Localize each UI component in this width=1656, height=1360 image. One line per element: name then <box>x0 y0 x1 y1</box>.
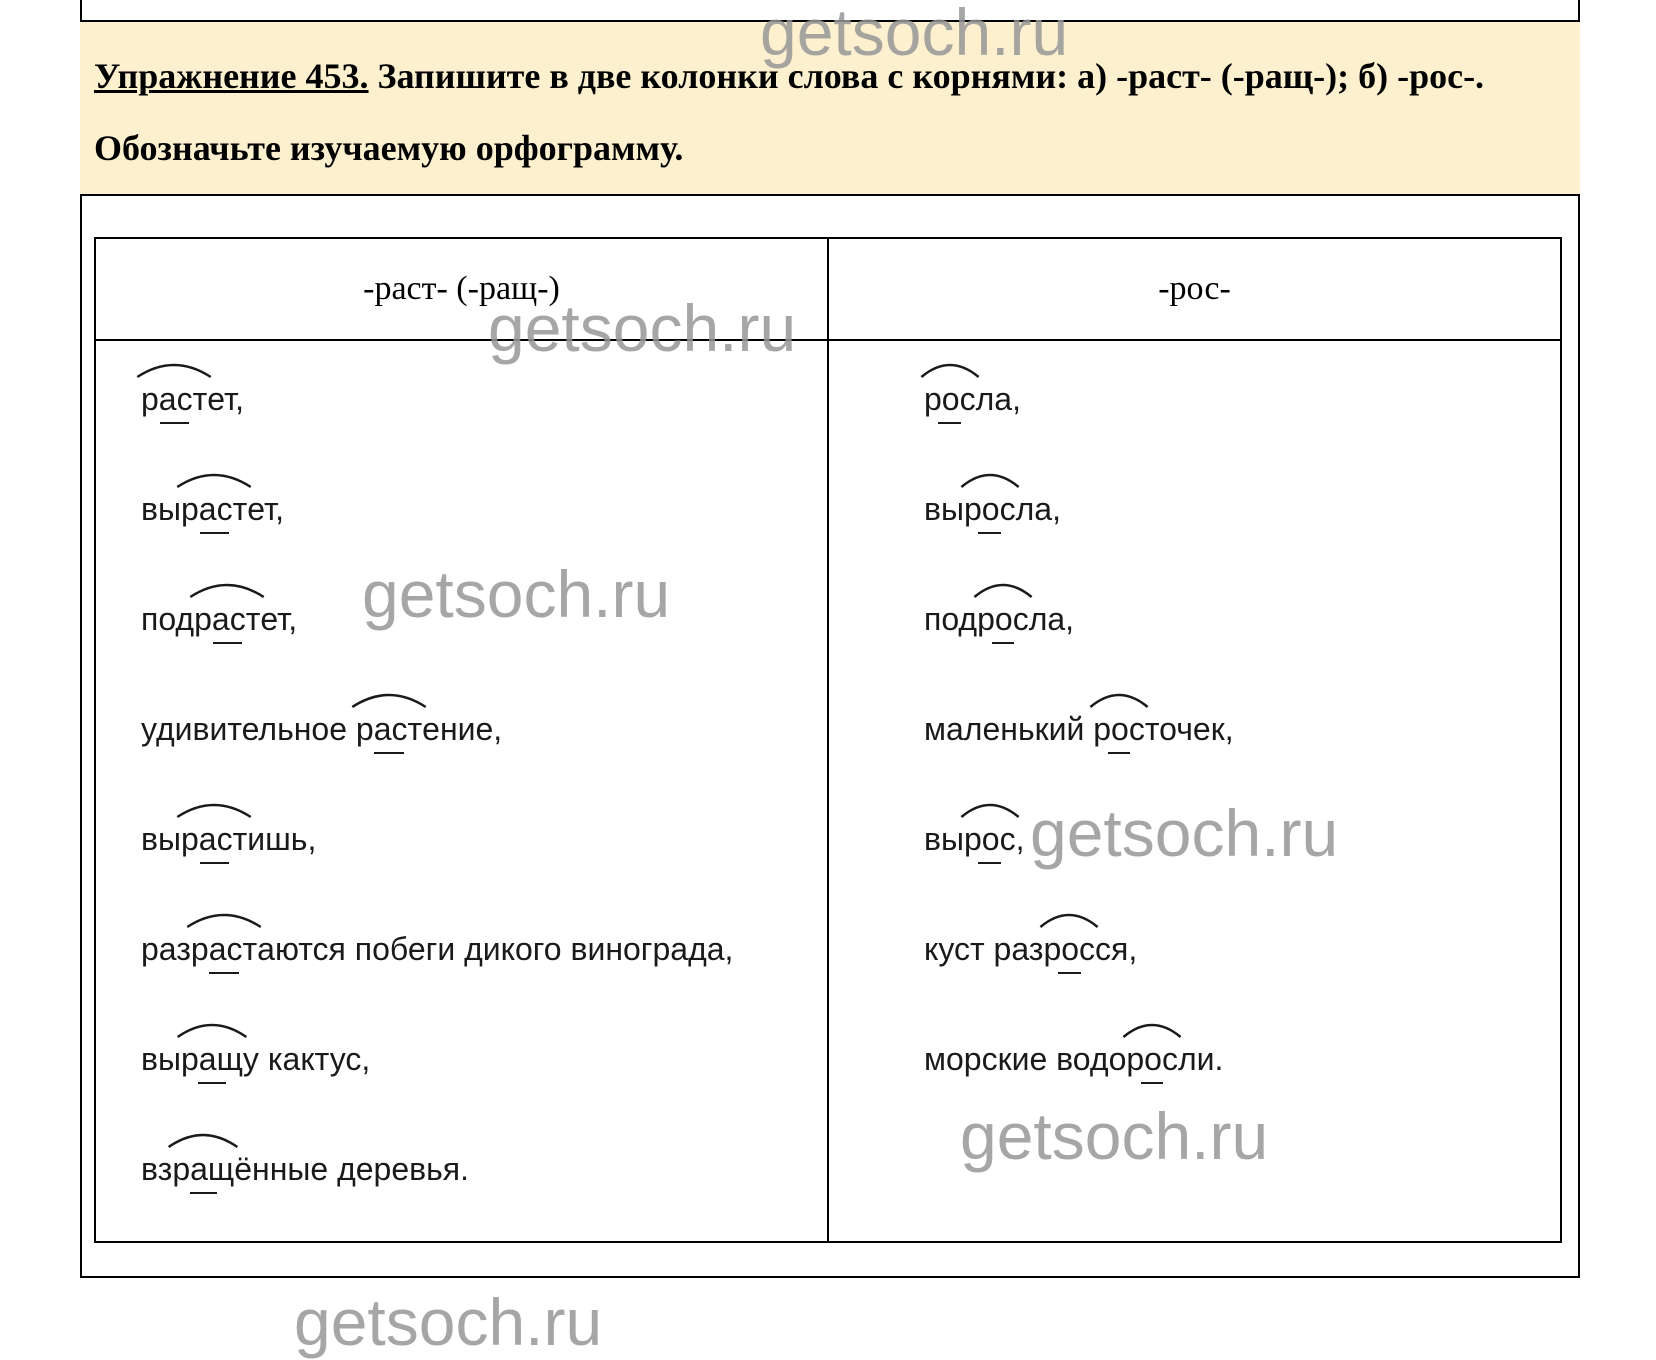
word-prefix: вы <box>141 821 181 857</box>
root-arc-mark <box>175 797 253 819</box>
ros-word-item <box>924 1041 1223 1078</box>
word-root: раст <box>194 601 260 638</box>
word-prefix: морские водо <box>924 1041 1127 1077</box>
column-header-ros: -рос- <box>828 238 1561 340</box>
word-ending: ённые деревья. <box>234 1151 470 1187</box>
column-rast <box>96 341 827 1241</box>
rast-word-item <box>141 1041 370 1078</box>
vowel-underline-mark <box>198 1082 225 1084</box>
word-root: рос <box>1093 711 1145 748</box>
root-arc-mark <box>959 797 1020 819</box>
rast-word-item <box>141 1151 469 1188</box>
exercise-instruction: Запишите в две колонки слова с корнями: а) -раст- (-ращ-); б) -рос-. Обозначьте изучаемую орфограмму. <box>94 56 1485 168</box>
root-arc-mark <box>175 1017 248 1039</box>
ros-word-item <box>924 491 1061 528</box>
rast-word-item <box>141 601 297 638</box>
rast-word-item <box>141 491 284 528</box>
word-prefix: вз <box>141 1151 173 1187</box>
vowel-underline-mark <box>190 1192 217 1194</box>
word-ending: ет, <box>260 601 298 637</box>
watermark: getsoch.ru <box>362 557 671 631</box>
vowel-underline-mark <box>200 862 229 864</box>
word-ending: ся, <box>1095 931 1138 967</box>
word-root: раст <box>141 381 207 418</box>
word-prefix: удивительное <box>141 711 356 747</box>
word-root: рос <box>1043 931 1095 968</box>
word-ending: ет, <box>247 491 284 527</box>
word-prefix: под <box>924 601 978 637</box>
ros-word-item <box>924 821 1024 858</box>
rast-word-item <box>141 821 316 858</box>
word-prefix: вы <box>924 821 964 857</box>
vowel-underline-mark <box>1141 1082 1164 1084</box>
word-prefix: вы <box>141 491 181 527</box>
word-ending: аются побеги дикого винограда, <box>257 931 734 967</box>
root-arc-mark <box>959 467 1020 489</box>
word-root: раст <box>181 491 247 528</box>
word-ending: ение, <box>422 711 503 747</box>
word-ending: точек, <box>1144 711 1234 747</box>
word-root: рос <box>964 821 1016 858</box>
root-arc-mark <box>135 357 213 379</box>
word-ending: ла, <box>1028 601 1075 637</box>
vowel-underline-mark <box>200 532 229 534</box>
rast-word-item <box>141 931 733 968</box>
column-ros <box>829 341 1560 1241</box>
word-prefix: под <box>141 601 195 637</box>
vowel-underline-mark <box>160 422 189 424</box>
root-arc-mark <box>350 687 428 709</box>
word-root: ращ <box>172 1151 234 1188</box>
root-arc-mark <box>175 467 253 489</box>
word-ending: ли. <box>1177 1041 1224 1077</box>
word-ending: , <box>1015 821 1025 857</box>
word-prefix: куст раз <box>924 931 1044 967</box>
vowel-underline-mark <box>209 972 238 974</box>
watermark: getsoch.ru <box>960 1099 1269 1173</box>
word-ending: ет, <box>207 381 244 417</box>
root-arc-mark <box>1039 907 1100 929</box>
ros-word-item <box>924 931 1137 968</box>
vowel-underline-mark <box>978 862 1001 864</box>
watermark: getsoch.ru <box>488 291 797 365</box>
root-arc-mark <box>167 1127 240 1149</box>
word-prefix: маленький <box>924 711 1094 747</box>
vowel-underline-mark <box>374 752 403 754</box>
word-ending: у кактус, <box>242 1041 371 1077</box>
rast-word-item <box>141 711 502 748</box>
root-arc-mark <box>972 577 1033 599</box>
word-root: рос <box>1126 1041 1178 1078</box>
word-prefix: раз <box>141 931 191 967</box>
word-root: раст <box>181 821 247 858</box>
word-root: рос <box>924 381 976 418</box>
word-root: раст <box>356 711 422 748</box>
root-arc-mark <box>185 907 263 929</box>
root-arc-mark <box>1089 687 1150 709</box>
watermark: getsoch.ru <box>294 1285 603 1359</box>
vowel-underline-mark <box>1058 972 1081 974</box>
word-root: раст <box>191 931 257 968</box>
exercise-title: Упражнение 453. <box>94 56 369 96</box>
word-root: ращ <box>181 1041 243 1078</box>
ros-word-item <box>924 381 1021 418</box>
answer-table <box>94 237 1562 1243</box>
word-root: рос <box>977 601 1029 638</box>
word-prefix: вы <box>924 491 964 527</box>
word-prefix: вы <box>141 1041 181 1077</box>
word-ending: ишь, <box>247 821 317 857</box>
exercise-task <box>80 20 1580 196</box>
ros-word-item <box>924 601 1074 638</box>
vowel-underline-mark <box>213 642 242 644</box>
watermark: getsoch.ru <box>1030 796 1339 870</box>
watermark: getsoch.ru <box>760 0 1069 69</box>
vowel-underline-mark <box>978 532 1001 534</box>
root-arc-mark <box>919 357 980 379</box>
column-header-rast: -раст- (-ращ-) <box>95 238 828 340</box>
root-arc-mark <box>188 577 266 599</box>
word-ending: ла, <box>975 381 1021 417</box>
ros-word-item <box>924 711 1234 748</box>
vowel-underline-mark <box>938 422 961 424</box>
vowel-underline-mark <box>992 642 1015 644</box>
word-ending: ла, <box>1015 491 1061 527</box>
rast-word-item <box>141 381 244 418</box>
vowel-underline-mark <box>1108 752 1131 754</box>
word-root: рос <box>964 491 1016 528</box>
root-arc-mark <box>1122 1017 1183 1039</box>
